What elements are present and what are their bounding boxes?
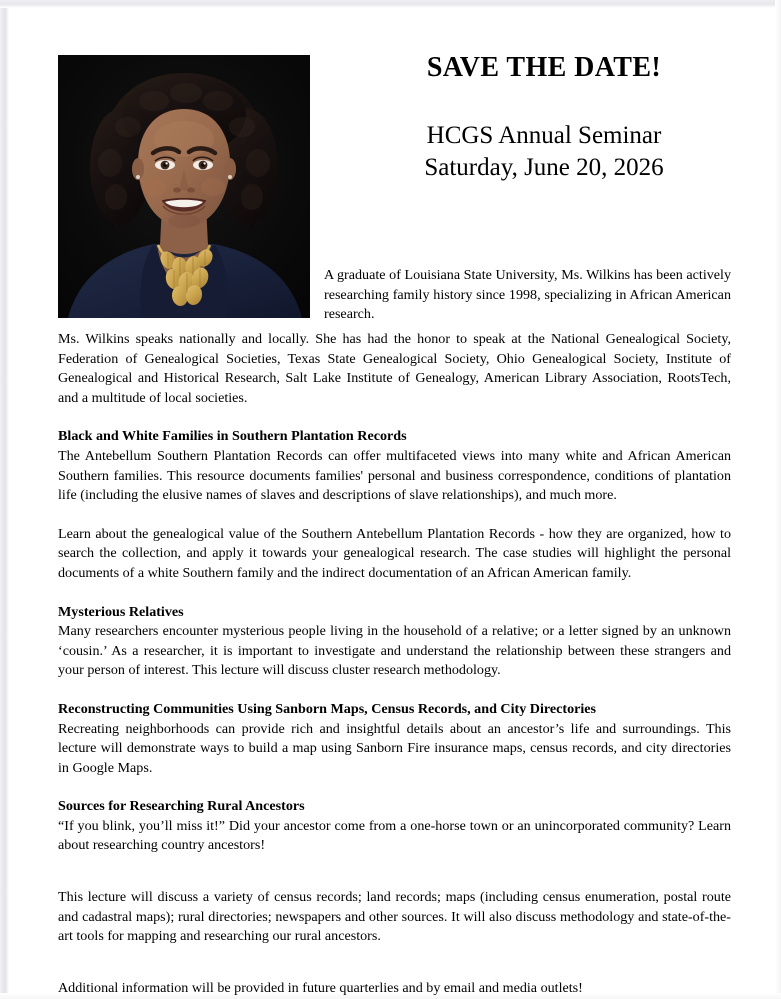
speaking-engagements-paragraph: Ms. Wilkins speaks nationally and locally. She has had the honor to speak at the National Genealogical Society, Federation of Genealogical Societies, Texas State Genealogical Society, Ohio Genealogical Society, Institute of Genealogical and Historical Research, Salt Lake Institute of Genealogy, American Library Association, RootsTech, and a multitude of local societies.	[58, 331, 731, 406]
communities-paragraph-1: Recreating neighborhoods can provide rich and insightful details about an ancestor’s life and surroundings. This lecture will demonstrate ways to build a map using Sanborn Fire insurance maps, census records, and city directories in Google Maps.	[58, 720, 731, 776]
spacer	[58, 778, 731, 797]
seminar-date: Saturday, June 20, 2026	[424, 153, 664, 181]
page-edge-shadow-top	[0, 0, 781, 8]
footer-note: Additional information will be provided in future quarterlies and by email and media outlets!	[58, 979, 583, 996]
title-block	[324, 53, 764, 184]
seminar-name: HCGS Annual Seminar	[426, 121, 662, 149]
page-edge-shadow-right	[775, 0, 781, 999]
spacer	[58, 681, 731, 700]
section-heading-plantation: Black and White Families in Southern Plantation Records	[58, 428, 407, 445]
page-title: SAVE THE DATE!	[426, 52, 662, 83]
page-sheet	[9, 8, 775, 996]
speaker-portrait-photo	[58, 55, 310, 318]
page-edge-shadow-left	[0, 0, 9, 999]
spacer	[58, 584, 731, 603]
section-heading-communities: Reconstructing Communities Using Sanborn Maps, Census Records, and City Directories	[58, 700, 597, 717]
mysterious-paragraph-1: Many researchers encounter mysterious people living in the household of a relative; or a letter signed by an unknown ‘cousin.’ As a researcher, it is important to investigate and understand the relationship between these strangers and your person of interest. This lecture will discuss cluster research methodology.	[58, 623, 731, 679]
rural-paragraph-1: “If you blink, you’ll miss it!” Did your ancestor come from a one-horse town or an unincorporated community? Learn about researching country ancestors!	[58, 817, 731, 854]
spacer	[58, 506, 731, 525]
section-heading-mysterious: Mysterious Relatives	[58, 603, 184, 620]
rural-paragraph-2: This lecture will discuss a variety of census records; land records; maps (including census enumeration, postal route and cadastral maps); rural directories; newspapers and other sources. It will also discuss methodology and state-of-the-art tools for mapping and researching our rural ancestors.	[58, 889, 731, 945]
flyer-body	[58, 330, 731, 998]
speaker-bio-intro: A graduate of Louisiana State University, Ms. Wilkins has been actively researching family history since 1998, specializing in African American research.	[324, 267, 731, 322]
flyer-header	[9, 8, 775, 322]
spacer	[58, 947, 731, 979]
portrait-illustration	[58, 55, 310, 318]
spacer	[58, 856, 731, 888]
plantation-paragraph-2: Learn about the genealogical value of the Southern Antebellum Plantation Records - how they are organized, how to search the collection, and apply it towards your genealogical research. The case studies will highlight the personal documents of a white Southern family and the indirect documentation of an African American family.	[58, 525, 731, 581]
section-heading-rural: Sources for Researching Rural Ancestors	[58, 798, 305, 815]
plantation-paragraph-1: The Antebellum Southern Plantation Records can offer multifaceted views into many white and African American Southern families. This resource documents families' personal and business correspondence, conditions of plantation life (including the elusive names of slaves and descriptions of slave relationships), and much more.	[58, 447, 731, 504]
spacer	[58, 408, 731, 427]
